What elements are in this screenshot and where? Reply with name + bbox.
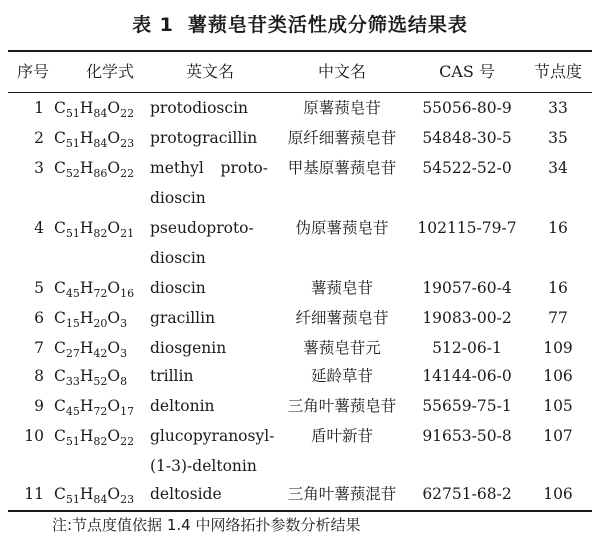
formula-count: 84 — [93, 137, 108, 150]
header-no: 序号 — [16, 62, 49, 81]
row-chinese-name: 三角叶薯蓣皂苷 — [287, 397, 397, 415]
header-chinese: 中文名 — [317, 62, 366, 81]
row-degree: 106 — [543, 367, 573, 385]
row-formula — [54, 278, 144, 298]
formula-element: H — [79, 159, 94, 177]
formula-count: 52 — [65, 167, 80, 180]
formula-element: C — [54, 397, 66, 415]
formula-count: 45 — [65, 287, 80, 300]
formula-element: O — [107, 367, 121, 385]
row-number: 4 — [34, 219, 44, 237]
english-word: methyl — [150, 159, 204, 177]
formula-count: 3 — [120, 347, 128, 360]
row-english-name — [150, 278, 274, 298]
table-title: 薯蓣皂苷类活性成分筛选结果表 — [187, 14, 468, 36]
row-cas-number: 91653-50-8 — [422, 427, 512, 445]
row-number: 5 — [34, 279, 44, 297]
formula-count: 23 — [120, 137, 135, 150]
formula-element: C — [54, 279, 66, 297]
formula-element: O — [107, 99, 121, 117]
bottom-rule — [8, 510, 592, 512]
formula-element: C — [54, 219, 66, 237]
row-chinese-name: 薯蓣皂苷元 — [303, 339, 381, 357]
formula-element: O — [107, 339, 121, 357]
row-english-name — [150, 366, 274, 386]
formula-element: O — [107, 485, 121, 503]
row-formula — [54, 218, 144, 238]
row-cas-number: 54848-30-5 — [422, 129, 512, 147]
row-number: 2 — [34, 129, 44, 147]
row-chinese-name: 延龄草苷 — [310, 367, 373, 385]
formula-element: H — [79, 339, 94, 357]
row-formula — [54, 308, 144, 328]
formula-element: C — [54, 485, 66, 503]
formula-element: O — [107, 219, 121, 237]
table-note: 注:节点度值依据 1.4 中网络拓扑参数分析结果 — [52, 516, 361, 534]
formula-count: 27 — [65, 347, 80, 360]
formula-count: 45 — [65, 405, 80, 418]
row-english-name — [150, 338, 274, 358]
formula-count: 51 — [65, 227, 80, 240]
row-cas-number: 14144-06-0 — [422, 367, 512, 385]
english-name-line2: (1-3)-deltonin — [150, 457, 257, 475]
formula-element: H — [79, 219, 94, 237]
formula-element: H — [79, 397, 94, 415]
header-degree: 节点度 — [533, 62, 582, 81]
formula-count: 3 — [120, 317, 128, 330]
row-number: 8 — [34, 367, 44, 385]
formula-element: H — [79, 279, 94, 297]
row-formula — [54, 338, 144, 358]
row-degree: 109 — [543, 339, 573, 357]
formula-count: 84 — [93, 107, 108, 120]
formula-element: O — [107, 427, 121, 445]
english-name-line1 — [150, 158, 274, 178]
row-chinese-name: 纤细薯蓣皂苷 — [295, 309, 389, 327]
row-degree: 35 — [548, 129, 568, 147]
row-cas-number: 55659-75-1 — [422, 397, 512, 415]
formula-count: 22 — [120, 107, 135, 120]
formula-count: 51 — [65, 107, 80, 120]
english-name-line1: glucopyranosyl- — [150, 427, 275, 445]
english-word: proto- — [220, 159, 268, 177]
formula-element: H — [79, 367, 94, 385]
english-name-line1: deltoside — [150, 485, 222, 503]
table-caption — [0, 10, 600, 37]
row-formula — [54, 426, 144, 446]
formula-element: H — [79, 485, 94, 503]
row-number: 9 — [34, 397, 44, 415]
formula-element: C — [54, 129, 66, 147]
formula-count: 8 — [120, 375, 128, 388]
row-cas-number: 19083-00-2 — [422, 309, 512, 327]
row-chinese-name: 三角叶薯蓣混苷 — [287, 485, 397, 503]
row-chinese-name: 原薯蓣皂苷 — [303, 99, 381, 117]
row-chinese-name: 盾叶新苷 — [310, 427, 373, 445]
row-chinese-name: 原纤细薯蓣皂苷 — [287, 129, 397, 147]
english-name-line1: dioscin — [150, 279, 206, 297]
header-english: 英文名 — [185, 62, 234, 81]
row-formula — [54, 366, 144, 386]
row-cas-number: 512-06-1 — [432, 339, 502, 357]
row-number: 7 — [34, 339, 44, 357]
formula-element: C — [54, 427, 66, 445]
formula-count: 33 — [65, 375, 80, 388]
formula-element: H — [79, 427, 94, 445]
row-degree: 16 — [548, 279, 568, 297]
formula-element: H — [79, 309, 94, 327]
formula-count: 82 — [93, 227, 108, 240]
row-formula — [54, 396, 144, 416]
formula-count: 84 — [93, 493, 108, 506]
formula-count: 22 — [120, 167, 135, 180]
english-name-line1: deltonin — [150, 397, 215, 415]
row-cas-number: 19057-60-4 — [422, 279, 512, 297]
row-formula — [54, 158, 144, 178]
formula-element: O — [107, 129, 121, 147]
formula-count: 17 — [120, 405, 135, 418]
formula-element: C — [54, 309, 66, 327]
formula-count: 20 — [93, 317, 108, 330]
row-english-name — [150, 484, 274, 504]
row-number: 10 — [24, 427, 44, 445]
formula-count: 51 — [65, 137, 80, 150]
row-degree: 105 — [543, 397, 573, 415]
formula-element: O — [107, 309, 121, 327]
row-chinese-name: 伪原薯蓣皂苷 — [295, 219, 389, 237]
row-english-name — [150, 98, 274, 118]
formula-count: 22 — [120, 435, 135, 448]
formula-count: 42 — [93, 347, 108, 360]
row-number: 3 — [34, 159, 44, 177]
row-formula — [54, 98, 144, 118]
formula-element: O — [107, 397, 121, 415]
formula-count: 23 — [120, 493, 135, 506]
row-degree: 16 — [548, 219, 568, 237]
row-cas-number: 54522-52-0 — [422, 159, 512, 177]
row-cas-number: 55056-80-9 — [422, 99, 512, 117]
row-number: 6 — [34, 309, 44, 327]
row-english-name — [150, 308, 274, 328]
english-name-justified — [150, 158, 268, 178]
row-cas-number: 62751-68-2 — [422, 485, 512, 503]
english-name-line1: diosgenin — [150, 339, 227, 357]
row-formula — [54, 484, 144, 504]
row-degree: 107 — [543, 427, 573, 445]
formula-element: C — [54, 367, 66, 385]
formula-element: H — [79, 129, 94, 147]
formula-element: O — [107, 159, 121, 177]
formula-count: 86 — [93, 167, 108, 180]
row-cas-number: 102115-79-7 — [417, 219, 517, 237]
formula-element: O — [107, 279, 121, 297]
formula-element: H — [79, 99, 94, 117]
row-degree: 106 — [543, 485, 573, 503]
header-rule — [8, 92, 592, 93]
row-chinese-name: 薯蓣皂苷 — [310, 279, 373, 297]
formula-count: 16 — [120, 287, 135, 300]
row-degree: 77 — [548, 309, 568, 327]
formula-count: 72 — [93, 405, 108, 418]
row-chinese-name: 甲基原薯蓣皂苷 — [287, 159, 397, 177]
header-formula: 化学式 — [85, 62, 134, 81]
english-name-line1: pseudoproto- — [150, 219, 254, 237]
row-formula — [54, 128, 144, 148]
row-number: 1 — [34, 99, 44, 117]
row-english-name — [150, 218, 274, 268]
formula-count: 51 — [65, 435, 80, 448]
row-number: 11 — [24, 485, 44, 503]
formula-count: 51 — [65, 493, 80, 506]
row-degree: 33 — [548, 99, 568, 117]
formula-element: C — [54, 339, 66, 357]
row-english-name — [150, 128, 274, 148]
formula-count: 82 — [93, 435, 108, 448]
english-name-line2: dioscin — [150, 189, 206, 207]
table-number: 表 1 — [132, 14, 174, 36]
formula-count: 52 — [93, 375, 108, 388]
formula-element: C — [54, 159, 66, 177]
row-english-name — [150, 396, 274, 416]
row-english-name — [150, 158, 274, 208]
formula-element: C — [54, 99, 66, 117]
header-cas: CAS 号 — [439, 62, 495, 81]
english-name-line1: protodioscin — [150, 99, 249, 117]
row-degree: 34 — [548, 159, 568, 177]
english-name-line1: gracillin — [150, 309, 216, 327]
formula-count: 72 — [93, 287, 108, 300]
row-english-name — [150, 426, 274, 476]
formula-count: 15 — [65, 317, 80, 330]
english-name-line1: protogracillin — [150, 129, 258, 147]
english-name-line1: trillin — [150, 367, 194, 385]
top-rule — [8, 50, 592, 52]
english-name-line2: dioscin — [150, 249, 206, 267]
formula-count: 21 — [120, 227, 135, 240]
